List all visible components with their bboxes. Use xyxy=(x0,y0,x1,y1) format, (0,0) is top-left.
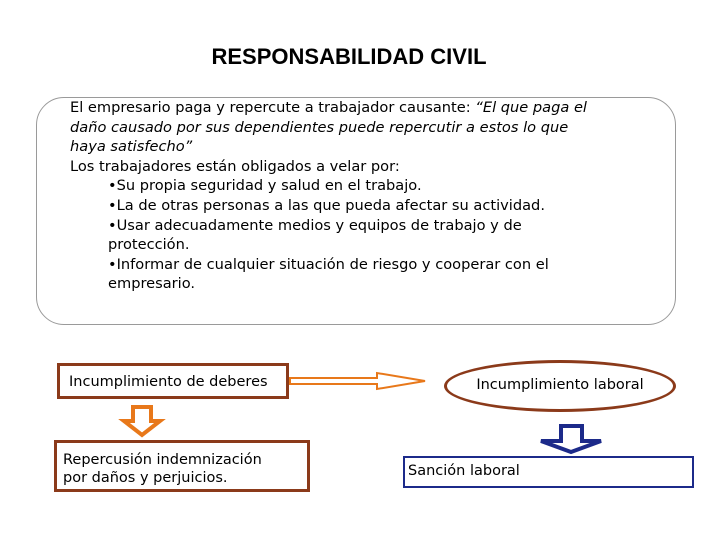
node-repercusion-line-2: por daños y perjuicios. xyxy=(63,470,228,486)
info-line-1: El empresario paga y repercute a trabajador causante: “El que paga el xyxy=(70,99,587,116)
info-line-2: daño causado por sus dependientes puede repercutir a estos lo que xyxy=(70,118,569,136)
info-line-3: haya satisfecho” xyxy=(70,138,193,156)
page-title: RESPONSABILIDAD CIVIL xyxy=(211,44,487,69)
node-repercusion-line-1: Repercusión indemnización xyxy=(63,452,262,468)
bullet-item-continued: protección. xyxy=(108,236,190,254)
info-line-4: Los trabajadores están obligados a velar por: xyxy=(70,157,400,175)
node-sancion-laboral: Sanción laboral xyxy=(403,456,694,488)
bullet-item: •Usar adecuadamente medios y equipos de trabajo y de xyxy=(108,216,522,234)
node-incumplimiento-deberes: Incumplimiento de deberes xyxy=(57,363,289,399)
bullet-item: •Informar de cualquier situación de riesgo y cooperar con el xyxy=(108,255,549,273)
right-arrow-icon xyxy=(290,373,425,389)
bullet-item-continued: empresario. xyxy=(108,275,196,293)
node-incumplimiento-laboral: Incumplimiento laboral xyxy=(444,360,676,412)
bullet-item: •Su propia seguridad y salud en el trabajo. xyxy=(108,177,422,195)
bullet-item: •La de otras personas a las que pueda afectar su actividad. xyxy=(108,196,545,214)
down-arrow-icon xyxy=(541,426,601,452)
node-repercusion xyxy=(54,440,310,492)
down-arrow-icon xyxy=(124,407,160,435)
